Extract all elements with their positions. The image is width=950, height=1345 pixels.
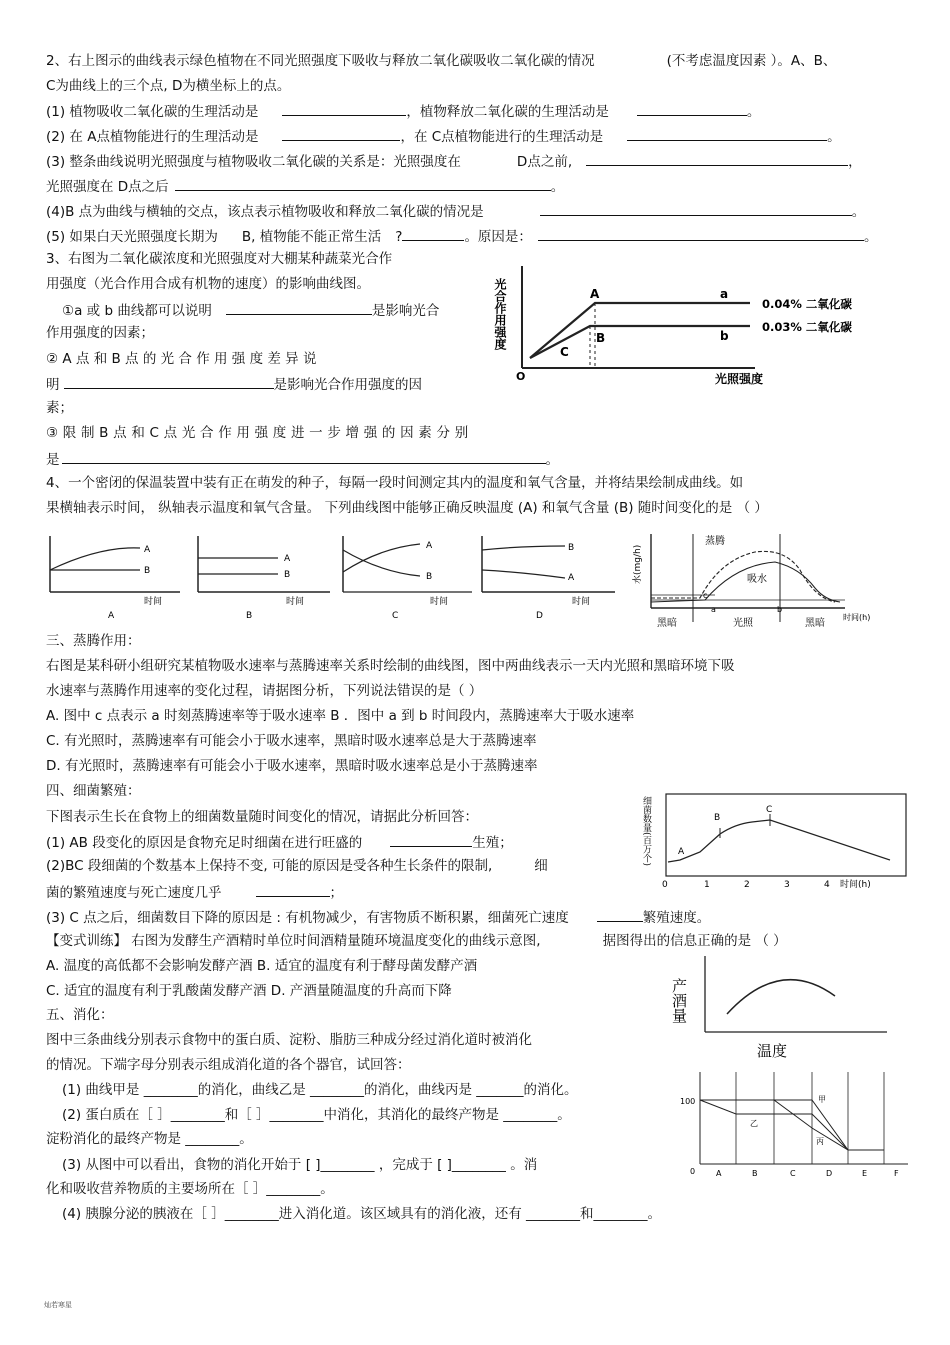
q2-intro: 2、右上图示的曲线表示绿色植物在不同光照强度下吸收与释放二氧化碳吸收二氧化碳的情况 (不考虑温度因素 ）。A、B、	[46, 53, 837, 69]
svg-text:A: A	[108, 611, 115, 621]
svg-text:B: B	[568, 543, 575, 553]
sec5-text2: 的情况。下端字母分别表示组成消化道的各个器官，试回答：	[46, 1057, 411, 1073]
svg-text:100: 100	[680, 1097, 696, 1106]
sec5-title: 五、消化：	[46, 1007, 114, 1023]
point-C: C	[560, 345, 569, 359]
panel-A	[50, 536, 180, 621]
sec5-2: (2) 蛋白质在［ ］________和［ ］________中消化，其消化的最终产物是 ________。	[62, 1107, 571, 1123]
svg-text:甲: 甲	[818, 1095, 826, 1104]
svg-text:E: E	[862, 1169, 868, 1178]
svg-text:3: 3	[784, 880, 790, 890]
svg-text:B: B	[752, 1169, 758, 1178]
svg-text:A: A	[144, 545, 151, 555]
svg-text:水(mg/h): 水(mg/h)	[633, 544, 643, 584]
sec3-text: 右图是某科研小组研究某植物吸水速率与蒸腾速率关系时绘制的曲线图，图中两曲线表示一天内光照和黑暗环境下吸	[46, 658, 735, 674]
sec5-2b: 淀粉消化的最终产物是 ________。	[46, 1131, 253, 1147]
sec4-2: (2)BC 段细菌的个数基本上保持不变, 可能的原因是受各种生长条件的限制, 细	[46, 858, 548, 874]
sec3-opt-c: C. 有光照时，蒸腾速率有可能会小于吸水速率，黑暗时吸水速率总是大于蒸腾速率	[46, 733, 537, 749]
svg-text:时间: 时间	[572, 597, 591, 607]
variant-opt-ab: A. 温度的高低都不会影响发酵产酒 B. 适宜的温度有利于酵母菌发酵产酒	[46, 958, 478, 974]
q3-2c: 素；	[46, 400, 73, 416]
digestion-figure	[680, 1068, 910, 1180]
svg-text:c: c	[703, 591, 708, 600]
panel-B	[198, 536, 330, 621]
sec3-title: 三、蒸腾作用：	[46, 633, 141, 649]
svg-text:b: b	[777, 605, 783, 614]
transpiration-curve	[651, 551, 835, 602]
q3-1: ①a 或 b 曲线都可以说明 是影响光合	[62, 300, 439, 320]
wine-figure	[665, 948, 905, 1066]
svg-text:D: D	[536, 611, 543, 621]
svg-text:4: 4	[824, 880, 830, 890]
seed-panels-figure	[40, 528, 620, 624]
svg-text:C: C	[766, 805, 773, 815]
q3-intro-2: 用强度（光合作用合成有机物的速度）的影响曲线图。	[46, 276, 370, 292]
curve-b-label: b	[720, 329, 729, 343]
sec4-2b: 菌的繁殖速度与死亡速度几乎 ；	[46, 882, 343, 902]
blank[interactable]	[627, 126, 827, 141]
sec5-4: (4) 胰腺分泌的胰液在［ ］________进入消化道。该区域具有的消化液，还有 ________和________。	[62, 1206, 661, 1222]
photosynthesis-figure	[490, 258, 895, 386]
svg-text:B: B	[284, 570, 291, 580]
svg-text:吸水: 吸水	[747, 574, 767, 585]
q3-1b: 作用强度的因素；	[46, 325, 154, 341]
sec3-text2: 水速率与蒸腾作用速率的变化过程，请据图分析，下列说法错误的是（ ）	[46, 683, 483, 699]
q4-intro: 4、一个密闭的保温装置中装有正在萌发的种子，每隔一段时间测定其内的温度和氧气含量，并将结果绘制成曲线。如	[46, 475, 744, 491]
blank[interactable]	[637, 101, 747, 116]
sec5-1: (1) 曲线甲是 ________的消化，曲线乙是 ________的消化，曲线丙是 _______的消化。	[62, 1082, 578, 1098]
svg-text:A: A	[284, 554, 291, 564]
svg-text:A: A	[426, 541, 433, 551]
wine-xlabel: 温度	[757, 1042, 788, 1060]
sec4-title: 四、细菌繁殖：	[46, 783, 141, 799]
svg-text:C: C	[790, 1169, 796, 1178]
svg-text:C: C	[392, 611, 399, 621]
curve-a-label: a	[720, 287, 729, 301]
svg-text:黑暗: 黑暗	[805, 618, 825, 629]
wine-curve	[727, 980, 835, 1014]
svg-text:时间(h): 时间(h)	[840, 880, 871, 890]
q3-intro: 3、右图为二氧化碳浓度和光照强度对大棚某种蔬菜光合作	[46, 251, 393, 267]
svg-text:A: A	[678, 847, 685, 857]
svg-text:光照: 光照	[733, 618, 753, 629]
absorption-curve	[651, 562, 840, 602]
panel-D	[482, 536, 615, 621]
point-B: B	[596, 331, 606, 345]
svg-text:B: B	[144, 566, 151, 576]
svg-text:蒸腾: 蒸腾	[705, 536, 725, 547]
svg-text:时间: 时间	[286, 597, 305, 607]
q3-3b: 是 。	[46, 449, 559, 469]
legend-b: 0.03% 二氧化碳	[762, 320, 852, 334]
q3-2: ② A 点 和 B 点 的 光 合 作 用 强 度 差 异 说	[46, 351, 317, 367]
svg-text:A: A	[716, 1169, 722, 1178]
svg-text:丙: 丙	[816, 1137, 824, 1146]
variant-title: 【变式训练】 右图为发酵生产酒精时单位时间酒精量随环境温度变化的曲线示意图, 据图得出的信息正确的是 （ ）	[46, 933, 787, 949]
sec5-text: 图中三条曲线分别表示食物中的蛋白质、淀粉、脂肪三种成分经过消化道时被消化	[46, 1032, 532, 1048]
transpiration-figure	[625, 530, 900, 630]
sec5-3b: 化和吸收营养物质的主要场所在［ ］________。	[46, 1181, 334, 1197]
svg-text:a: a	[711, 605, 716, 614]
svg-text:F: F	[894, 1169, 899, 1178]
svg-text:乙: 乙	[750, 1119, 758, 1128]
svg-text:A: A	[568, 573, 575, 583]
x-label: 光照强度	[715, 372, 764, 386]
svg-text:D: D	[826, 1169, 833, 1178]
bacteria-figure	[640, 790, 912, 894]
wine-ylabel: 产酒量	[670, 978, 688, 1023]
q2-intro-2: C为曲线上的三个点, D为横坐标上的点。	[46, 78, 291, 94]
q3-3: ③ 限 制 B 点 和 C 点 光 合 作 用 强 度 进 一 步 增 强 的 因 素 分 别	[46, 425, 469, 441]
svg-text:B: B	[246, 611, 253, 621]
svg-text:B: B	[714, 813, 721, 823]
svg-text:B: B	[426, 572, 433, 582]
q2-4: (4)B 点为曲线与横轴的交点，该点表示植物吸收和释放二氧化碳的情况是 。	[46, 201, 865, 221]
variant-opt-cd: C. 适宜的温度有利于乳酸菌发酵产酒 D. 产酒量随温度的升高而下降	[46, 983, 452, 999]
footer-mark: 灿若寒星	[44, 1301, 72, 1309]
svg-text:细菌数量(百万个): 细菌数量(百万个)	[641, 796, 651, 867]
svg-text:0: 0	[690, 1167, 696, 1176]
panel-C	[343, 536, 472, 621]
svg-text:黑暗: 黑暗	[657, 618, 677, 629]
svg-text:时间: 时间	[144, 597, 163, 607]
q2-2: (2) 在 A点植物能进行的生理活动是 ，在 C点植物能进行的生理活动是 。	[46, 126, 841, 146]
q2-1: (1) 植物吸收二氧化碳的生理活动是 ，植物释放二氧化碳的生理活动是 。	[46, 101, 760, 121]
svg-text:时间(h): 时间(h)	[843, 613, 871, 622]
sec3-opt-d: D. 有光照时，蒸腾速率有可能会小于吸水速率，黑暗时吸水速率总是小于蒸腾速率	[46, 758, 538, 774]
svg-text:1: 1	[704, 880, 710, 890]
q2-3: (3) 整条曲线说明光照强度与植物吸收二氧化碳的关系是：光照强度在 D点之前, ，	[46, 151, 862, 171]
svg-text:0: 0	[662, 880, 668, 890]
legend-a: 0.04% 二氧化碳	[762, 297, 852, 311]
sec4-3: (3) C 点之后，细菌数目下降的原因是 : 有机物减少，有害物质不断积累，细菌死亡速度 繁殖速度。	[46, 907, 710, 927]
svg-text:时间: 时间	[430, 597, 449, 607]
sec4-text: 下图表示生长在食物上的细菌数量随时间变化的情况，请据此分析回答：	[46, 809, 478, 825]
point-A: A	[590, 287, 600, 301]
q2-3b: 光照强度在 D点之后 。	[46, 176, 564, 196]
q2-5: (5) 如果白天光照强度长期为 B, 植物能不能正常生活 ? 。原因是： 。	[46, 226, 877, 246]
bacteria-curve	[668, 820, 890, 862]
q4-intro-2: 果横轴表示时间， 纵轴表示温度和氧气含量。 下列曲线图中能够正确反映温度 (A) 和氧气含量 (B) 随时间变化的是 （ ）	[46, 500, 768, 516]
sec4-1: (1) AB 段变化的原因是食物充足时细菌在进行旺盛的 生殖；	[46, 832, 513, 852]
q3-2b: 明 是影响光合作用强度的因	[46, 374, 422, 394]
svg-text:2: 2	[744, 880, 750, 890]
origin-label: O	[516, 370, 526, 383]
sec3-opt-a: A. 图中 c 点表示 a 时刻蒸腾速率等于吸水速率 B ．图中 a 到 b 时间段内，蒸腾速率大于吸水速率	[46, 708, 635, 724]
y-label: 光合作用强度	[493, 278, 507, 350]
sec5-3: (3) 从图中可以看出，食物的消化开始于 [ ]________ ，完成于 [ ]________ 。消	[62, 1157, 538, 1173]
